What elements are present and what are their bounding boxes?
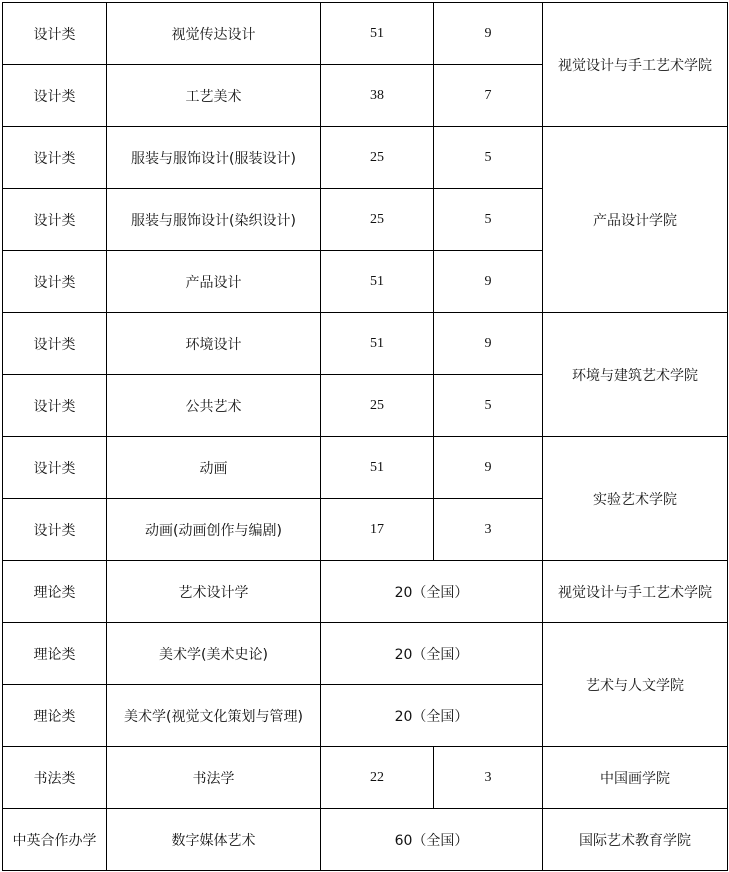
category-cell: 设计类 <box>3 313 107 375</box>
quota-b-cell: 9 <box>434 3 543 65</box>
quota-a-cell: 25 <box>321 375 434 437</box>
college-cell: 艺术与人文学院 <box>543 623 728 747</box>
quota-b-cell: 3 <box>434 499 543 561</box>
major-cell: 艺术设计学 <box>107 561 321 623</box>
quota-a-cell: 25 <box>321 127 434 189</box>
quota-b-cell: 9 <box>434 437 543 499</box>
college-cell: 环境与建筑艺术学院 <box>543 313 728 437</box>
admissions-table <box>2 2 728 871</box>
college-cell: 实验艺术学院 <box>543 437 728 561</box>
quota-a-cell: 38 <box>321 65 434 127</box>
major-cell: 服装与服饰设计(染织设计) <box>107 189 321 251</box>
quota-b-cell: 7 <box>434 65 543 127</box>
quota-b-cell: 5 <box>434 189 543 251</box>
quota-a-cell: 17 <box>321 499 434 561</box>
category-cell: 设计类 <box>3 65 107 127</box>
quota-total-cell: 20（全国） <box>321 685 543 747</box>
quota-a-cell: 51 <box>321 251 434 313</box>
table-row <box>3 623 728 685</box>
college-cell: 国际艺术教育学院 <box>543 809 728 871</box>
quota-b-cell: 5 <box>434 127 543 189</box>
major-cell: 工艺美术 <box>107 65 321 127</box>
category-cell: 设计类 <box>3 251 107 313</box>
major-cell: 产品设计 <box>107 251 321 313</box>
major-cell: 动画(动画创作与编剧) <box>107 499 321 561</box>
table-row <box>3 3 728 65</box>
category-cell: 设计类 <box>3 127 107 189</box>
major-cell: 书法学 <box>107 747 321 809</box>
major-cell: 美术学(视觉文化策划与管理) <box>107 685 321 747</box>
category-cell: 理论类 <box>3 685 107 747</box>
category-cell: 设计类 <box>3 499 107 561</box>
major-cell: 动画 <box>107 437 321 499</box>
college-cell: 中国画学院 <box>543 747 728 809</box>
category-cell: 设计类 <box>3 189 107 251</box>
category-cell: 书法类 <box>3 747 107 809</box>
quota-a-cell: 51 <box>321 313 434 375</box>
category-cell: 中英合作办学 <box>3 809 107 871</box>
quota-a-cell: 51 <box>321 3 434 65</box>
college-cell: 视觉设计与手工艺术学院 <box>543 561 728 623</box>
quota-total-cell: 20（全国） <box>321 561 543 623</box>
category-cell: 理论类 <box>3 623 107 685</box>
major-cell: 环境设计 <box>107 313 321 375</box>
quota-b-cell: 9 <box>434 251 543 313</box>
quota-a-cell: 51 <box>321 437 434 499</box>
major-cell: 数字媒体艺术 <box>107 809 321 871</box>
quota-a-cell: 22 <box>321 747 434 809</box>
category-cell: 设计类 <box>3 375 107 437</box>
quota-total-cell: 20（全国） <box>321 623 543 685</box>
table-row <box>3 313 728 375</box>
major-cell: 视觉传达设计 <box>107 3 321 65</box>
table-row <box>3 127 728 189</box>
table-row <box>3 437 728 499</box>
quota-b-cell: 9 <box>434 313 543 375</box>
table-row <box>3 561 728 623</box>
major-cell: 公共艺术 <box>107 375 321 437</box>
quota-a-cell: 25 <box>321 189 434 251</box>
major-cell: 美术学(美术史论) <box>107 623 321 685</box>
college-cell: 视觉设计与手工艺术学院 <box>543 3 728 127</box>
quota-b-cell: 3 <box>434 747 543 809</box>
category-cell: 设计类 <box>3 3 107 65</box>
category-cell: 理论类 <box>3 561 107 623</box>
major-cell: 服装与服饰设计(服装设计) <box>107 127 321 189</box>
quota-b-cell: 5 <box>434 375 543 437</box>
table-row <box>3 747 728 809</box>
category-cell: 设计类 <box>3 437 107 499</box>
table-row <box>3 809 728 871</box>
college-cell: 产品设计学院 <box>543 127 728 313</box>
quota-total-cell: 60（全国） <box>321 809 543 871</box>
